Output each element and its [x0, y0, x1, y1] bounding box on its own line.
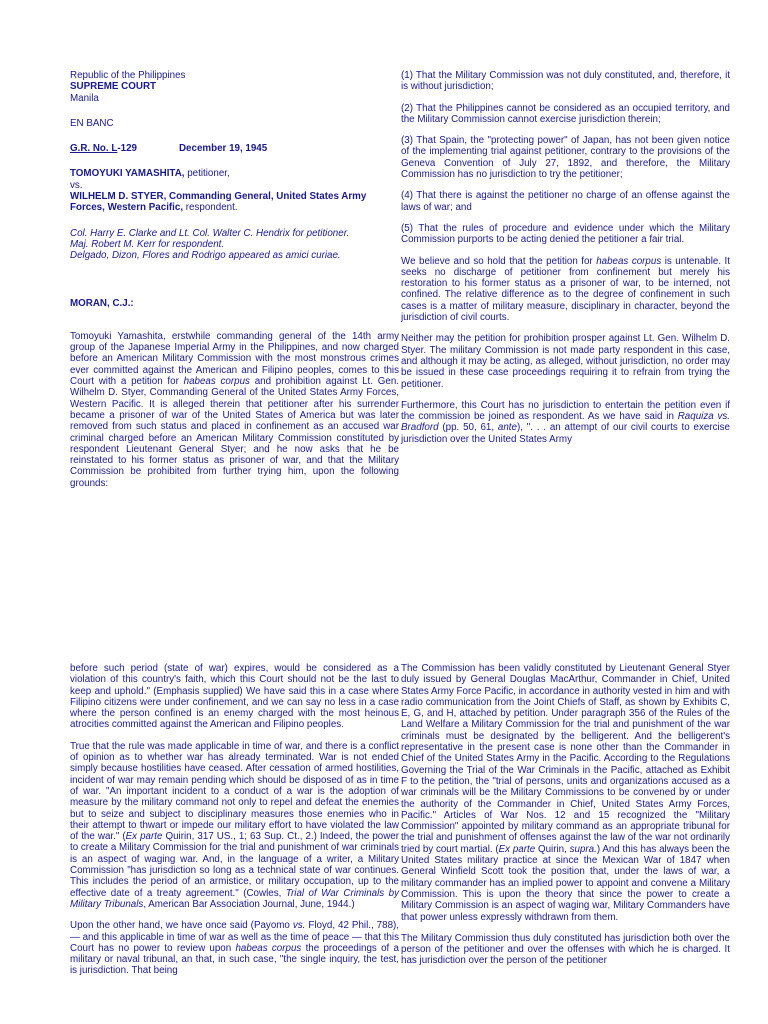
paragraph-intro: Tomoyuki Yamashita, erstwhile commanding general of the 14th army group of the Japanese Imperial Army in the Philippines, and now charged before an American Military Commission with the most monstrous crimes ever committed against the American and Filipino peoples, comes to this Court with a petition for habeas corpus and prohibition against Lt. Gen. Wilhelm D. Styer, Commanding General of the United States Army Forces, Western Pacific. It is alleged therein that petitioner after his surrender became a prisoner of war of the United States of America but was later removed from such status and placed in confinement as an accused war criminal charged before an American Military Commission constituted by respondent Lieutenant General Styer; and he now asks that he be reinstated to his former status as prisoner of war, and that the Military Commission be prohibited from further trying him, upon the following grounds:: [70, 330, 399, 489]
paragraph-commission-jurisdiction: The Military Commission thus duly constituted has jurisdiction both over the person of the petitioner and over the offenses with which he is charged. It has jurisdiction over the person of the petitioner: [401, 932, 730, 967]
petitioner-name: TOMOYUKI YAMASHITA,: [70, 168, 185, 180]
counsel-petitioner: Col. Harry E. Clarke and Lt. Col. Walter C. Hendrix for petitioner.: [70, 227, 350, 239]
column-bottom-right: [401, 663, 730, 977]
division-label: EN BANC: [70, 117, 114, 129]
counsel-amici: Delgado, Dizon, Flores and Rodrigo appeared as amici curiae.: [70, 250, 341, 262]
paragraph-commission-constituted: The Commission has been validly constituted by Lieutenant General Styer duly issued by General Douglas MacArthur, Commander in Chief, United States Army Force Pacific, in accordance in authority vested in him and with radio communication from the Joint Chiefs of Staff, as shown by Exhibits C, E, G, and H, attached by petition. Under paragraph 356 of the Rules of the Land Welfare a Military Commission for the trial and punishment of the war criminals must be designated by the belligerent. And the belligerent's representative in the present case is none other than the Commander in Chief of the United States Army in the Pacific. According to the Regulations Governing the Trial of the War Criminals in the Pacific, attached as Exhibit F to the petition, the "trial of persons, units and organizations accused as a war criminals will be the Military Commissions to be convened by or under the authority of the Commander in Chief, United States Army Forces, Pacific." Articles of War Nos. 12 and 15 recognized the "Military Commission" appointed by military command as an appropriate tribunal for the trial and punishment of offenses against the law of the war not ordinarily tried by court martial. (Ex parte Quirin, supra.) And this has always been the United States military practice at since the Mexican War of 1847 when General Winfield Scott took the position that, under the laws of war, a military commander has an implied power to appoint and convene a Military Commission. This is upon the theory that since the power to create a Military Commission is an aspect of waging war, Military Commanders have that power unless expressly withdrawn from them.: [401, 663, 730, 923]
gr-number-link[interactable]: G.R. No. L: [70, 143, 118, 155]
respondent-name: WILHELM D. STYER, Commanding General, United States Army Forces, Western Pacific,: [70, 191, 367, 214]
paragraph-jurisdiction: Furthermore, this Court has no jurisdiction to entertain the petition even if the commission be joined as respondent. As we have said in Raquiza vs. Bradford (pp. 50, 61, ante), ". . . an attempt of our civil courts to exercise jurisdiction over the United States Army: [401, 399, 730, 445]
respondent-line: [70, 191, 399, 214]
republic-line: Republic of the Philippines: [70, 70, 186, 81]
ground-5: (5) That the rules of procedure and evidence under which the Military Commission purports to be acting denied the petitioner a fair trial.: [401, 222, 730, 246]
paragraph-prohibition: Neither may the petition for prohibition prosper against Lt. Gen. Wilhelm D. Styer. The military Commission is not made party respondent in this case, and although it may be acting, as alleged, without jurisdiction, no order may be issued in these case proceedings requiring it to refrain from trying the petitioner.: [401, 333, 730, 390]
paragraph-true-rule: True that the rule was made applicable in time of war, and there is a conflict of opinion as to whether war has already terminated. War is not ended simply because hostilities have ceased. After cessation of armed hostilities, incident of war may remain pending which should be disposed of as in time of war. "An important incident to a conduct of a war is the adoption of measure by the military command not only to repel and defeat the enemies but to seize and subject to disciplinary measures those enemies who in their attempt to thwart or impede our military effort to have violated the law of the war." (Ex parte Quirin, 317 US., 1; 63 Sup. Ct., 2.) Indeed, the power to create a Military Commission for the trial and punishment of war criminals is an aspect of waging war. And, in the language of a writer, a Military Commission "has jurisdiction so long as a technical state of war continues. This includes the period of an armistice, or military occupation, up to the effective date of a treaty agreement." (Cowles, Trial of War Criminals by Military Tribunals, American Bar Association Journal, June, 1944.): [70, 740, 399, 910]
decision-date: December 19, 1945: [178, 143, 268, 155]
column-bottom-left: [70, 663, 399, 987]
opinion-author: MORAN, C.J.:: [70, 297, 134, 309]
paragraph-habeas: We believe and so hold that the petition for habeas corpus is untenable. It seeks no discharge of petitioner from confinement but merely his restoration to his former status as a prisoner of war, to be interned, not confined. The relative difference as to the degree of confinement in such cases is a matter of military measure, disciplinary in character, beyond the jurisdiction of civil courts.: [401, 255, 730, 324]
petitioner-line: [70, 168, 399, 179]
ground-4: (4) That there is against the petitioner no charge of an offense against the laws of war; and: [401, 190, 730, 213]
column-top-left: [70, 70, 399, 499]
case-header: [70, 70, 399, 331]
respondent-role: respondent.: [183, 202, 238, 214]
paragraph-other-hand: Upon the other hand, we have once said (Payomo vs. Floyd, 42 Phil., 788), — and this applicable in time of war as well as the time of peace — that this Court has no power to review upon habeas corpus the proceedings of a military or naval tribunal, an that, in such case, "the single inquiry, the test, is jurisdiction. That being: [70, 920, 399, 977]
court-city: Manila: [70, 92, 99, 104]
ground-3: (3) That Spain, the "protecting power" of Japan, has not been given notice of the implementing trial against petitioner, contrary to the provisions of the Geneva Convention of July 27, 1892, and therefore, the Military Commission has no jurisdiction to try the petitioner;: [401, 135, 730, 181]
versus: vs.: [70, 179, 83, 191]
paragraph-state-of-war: before such period (state of war) expires, would be considered as a violation of this country's faith, which this Court should not be the last to keep and uphold." (Emphasis supplied) We have said this in a case where Filipino citizens were under confinement, and we can say no less in a case where the person confined is an enemy charged with the most heinous atrocities committed against the American and Filipino peoples.: [70, 663, 399, 731]
counsel-respondent: Maj. Robert M. Kerr for respondent.: [70, 238, 225, 250]
case-number-line: [70, 143, 399, 154]
gr-number-suffix: -129: [117, 143, 137, 155]
column-top-right: [401, 70, 730, 455]
ground-2: (2) That the Philippines cannot be considered as an occupied territory, and the Military Commission cannot exercise jurisdiction therein;: [401, 102, 730, 125]
petitioner-role: petitioner,: [184, 168, 230, 180]
court-name: SUPREME COURT: [70, 81, 157, 93]
ground-1: (1) That the Military Commission was not duly constituted, and, therefore, it is without jurisdiction;: [401, 70, 730, 93]
